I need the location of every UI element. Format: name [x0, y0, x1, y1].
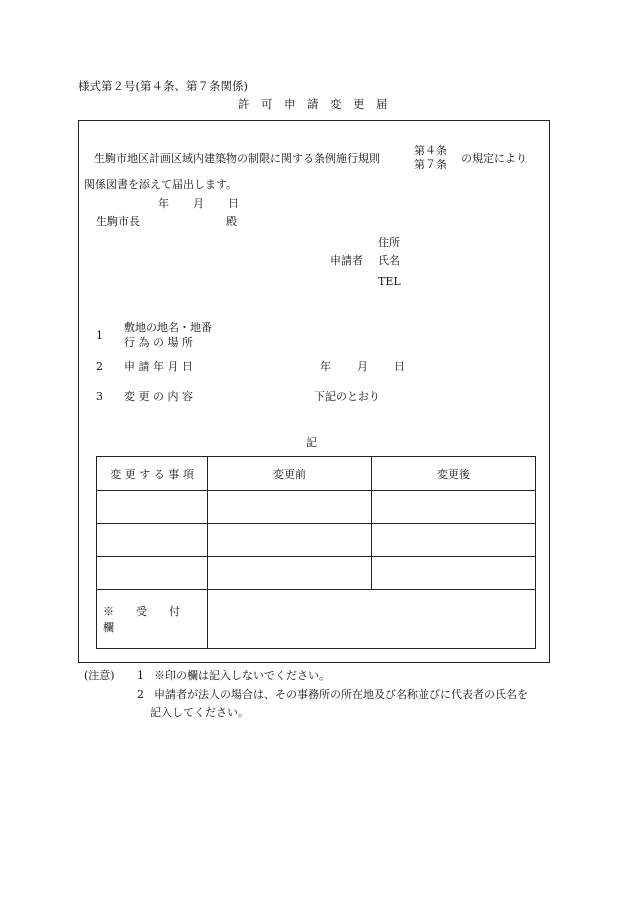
page-title: 許 可 申 請 変 更 届 — [238, 97, 388, 111]
item-1-label-line2: 行 為 の 場 所 — [124, 336, 193, 349]
item-3-label: 変 更 の 内 容 — [124, 390, 193, 403]
ki-heading: 記 — [306, 436, 317, 449]
table-row — [97, 524, 536, 557]
table-row — [97, 491, 536, 524]
blank-cell[interactable] — [208, 557, 372, 590]
addressee-name: 生駒市長 — [96, 215, 140, 228]
applicant-label: 申請者 — [330, 254, 363, 267]
note-2-number: 2 — [137, 688, 144, 701]
reception-cell[interactable] — [208, 590, 536, 649]
note-2-text: 申請者が法人の場合は、その事務所の所在地及び名称並びに代表者の氏名を — [154, 688, 528, 701]
blank-cell[interactable] — [372, 491, 536, 524]
table-header-row — [97, 457, 536, 491]
blank-cell[interactable] — [372, 557, 536, 590]
blank-cell[interactable] — [372, 524, 536, 557]
item-3-number: 3 — [96, 390, 103, 403]
form-number: 様式第２号(第４条、第７条関係) — [78, 79, 248, 93]
date-day: 日 — [228, 197, 239, 210]
regulation-suffix: の規定により — [461, 152, 527, 165]
item-2-day: 日 — [394, 360, 405, 373]
intro-line2: 関係図書を添えて届出します。 — [84, 178, 238, 191]
header-after: 変更後 — [372, 457, 536, 491]
applicant-name-label: 氏名 — [378, 254, 400, 267]
blank-cell[interactable] — [97, 557, 208, 590]
blank-cell[interactable] — [97, 524, 208, 557]
applicant-address-label: 住所 — [378, 236, 400, 249]
item-1-label-line1: 敷地の地名・地番 — [124, 321, 212, 334]
blank-cell[interactable] — [97, 491, 208, 524]
notes-heading: (注意) — [84, 669, 115, 682]
note-1-number: 1 — [137, 669, 144, 682]
applicant-tel-label: TEL — [378, 275, 401, 288]
addressee-honorific: 殿 — [226, 215, 237, 228]
blank-cell[interactable] — [208, 491, 372, 524]
article-b: 第７条 — [414, 158, 447, 171]
note-2-text-cont: 記入してください。 — [150, 706, 249, 719]
article-a: 第４条 — [414, 144, 447, 157]
item-2-label: 申 請 年 月 日 — [124, 360, 193, 373]
date-month: 月 — [193, 197, 204, 210]
header-before: 変更前 — [208, 457, 372, 491]
blank-cell[interactable] — [208, 524, 372, 557]
item-2-year: 年 — [320, 360, 331, 373]
item-1-number: 1 — [96, 329, 103, 342]
item-2-month: 月 — [357, 360, 368, 373]
date-year: 年 — [158, 197, 169, 210]
item-3-value: 下記のとおり — [314, 390, 380, 403]
reception-row — [97, 590, 536, 649]
note-1-text: ※印の欄は記入しないでください。 — [154, 669, 330, 682]
regulation-name: 生駒市地区計画区域内建築物の制限に関する条例施行規則 — [94, 152, 380, 165]
item-2-number: 2 — [96, 360, 103, 373]
reception-label: ※ 受 付 欄 — [97, 590, 208, 649]
header-change-item: 変 更 す る 事 項 — [97, 457, 208, 491]
change-table — [96, 456, 536, 649]
table-row — [97, 557, 536, 590]
